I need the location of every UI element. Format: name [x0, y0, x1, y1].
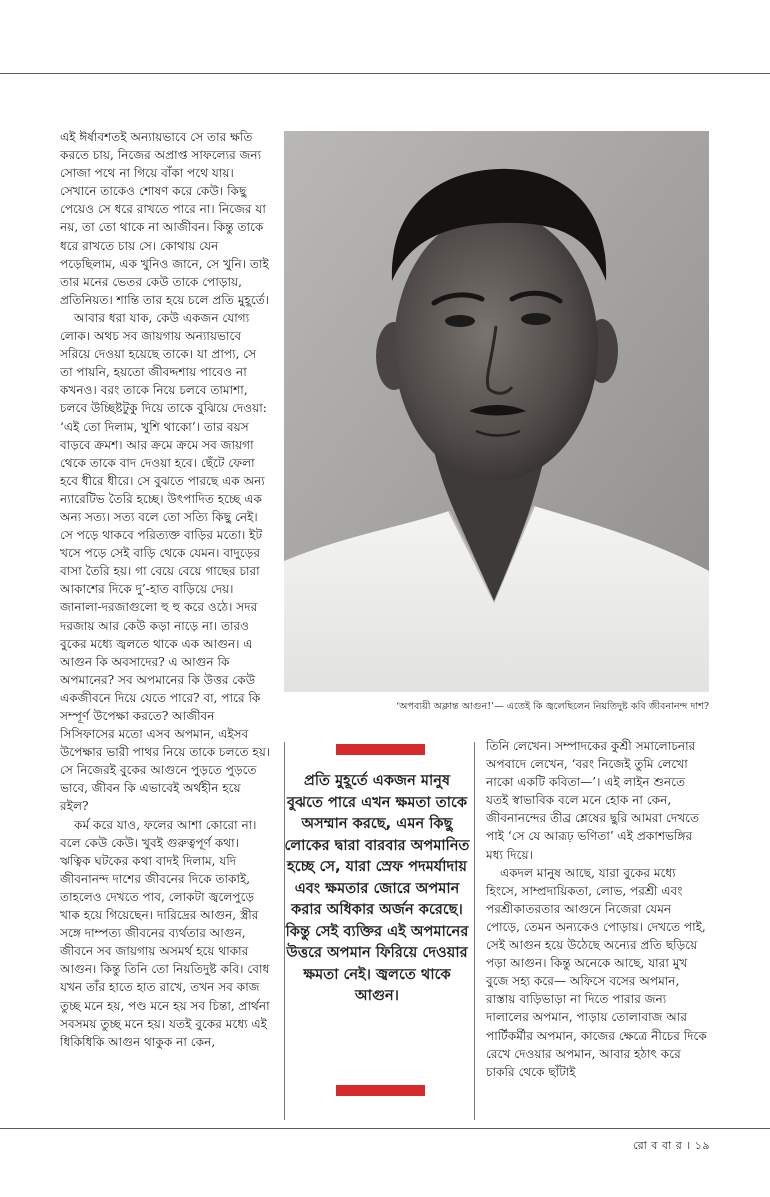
portrait-image [284, 131, 709, 692]
page-folio: রো ব বা র । ১৯ [633, 1139, 710, 1152]
footer-rule [0, 1128, 770, 1129]
article-paragraph: কর্ম করে যাও, ফলের আশা কোরো না। বলে কেউ কেউ। খুবই গুরুত্বপূর্ণ কথা। ঋত্বিক ঘটকের কথা বাদই দিলাম, যদি জীবনানন্দ দাশের জীবনের দিকে তাকাই, তাহলেও দেখতে পাব, লোকটা জ্বলেপুড়ে খাক হয়ে গিয়েছেন। দারিদ্রের আগুন, স্ত্রীর সঙ্গে দাম্পত্য জীবনের ব্যর্থতার আগুন, জীবনে সব জায়গায় অসমর্থ হয়ে থাকার আগুন। কিন্তু তিনি তো নিয়তিদুষ্ট কবি। বোধ যখন তাঁর হাতে হাত রাখে, তখন সব কাজ তুচ্ছ মনে হয়, পণ্ড মনে হয় সব চিন্তা, প্রার্থনা সবসময় তুচ্ছ মনে হয়। যতই বুকের মধ্যে এই ধিকিধিকি আগুন থাকুক না কেন, [60, 817, 270, 1049]
article-paragraph: আবার ধরা যাক, কেউ একজন যোগ্য লোক। অথচ সব জায়গায় অন্যায়ভাবে সরিয়ে দেওয়া হয়েছে তাকে। যা প্রাপ্য, সে তা পায়নি, হয়তো জীবদ্দশায় পাবেও না কখনও। বরং তাকে নিয়ে চলবে তামাশা, চলবে উচ্ছিষ্টটুকু দিয়ে তাকে বুঝিয়ে দেওয়া: ‘এই তো দিলাম, খুশি থাকো’। তার বয়স বাড়বে ক্রমশ। আর ক্রমে ক্রমে সব জায়গা থেকে তাকে বাদ দেওয়া হবে। ছেঁটে ফেলা হবে ধীরে ধীরে। সে বুঝতে পারছে এক অন্য ন্যারেটিভ তৈরি হচ্ছে। উৎপাদিত হচ্ছে এক অন্য সত্য। সত্য বলে তো সত্যি কিছু নেই। সে পড়ে থাকবে পরিত্যক্ত বাড়ির মতো। ইট খসে পড়ে সেই বাড়ি থেকে যেমন। বাদুড়ের বাসা তৈরি হয়। গা বেয়ে বেয়ে গাছের চারা আকাশের দিকে দু’-হাত বাড়িয়ে দেয়। জানালা-দরজাগুলো হু হু করে ওঠে। সদর দরজায় আর কেউ কড়া নাড়ে না। তারও বুকের মধ্যে জ্বলতে থাকে এক আগুন। এ আগুন কি অবসাদের? এ আগুন কি অপমানের? সব অপমানের কি উত্তর কেউ একজীবনে দিয়ে যেতে পারে? বা, পারে কি সম্পূর্ণ উপেক্ষা করতে? আজীবন সিসিফাসের মতো এসব অপমান, এইসব উপেক্ষার ভারী পাথর নিয়ে তাকে চলতে হয়। সে নিজেরই বুকের আগুনে পুড়তে পুড়তে ভাবে, জীবন কি এভাবেই অর্থহীন হয়ে রইল? [60, 310, 271, 814]
article-column-left [60, 128, 272, 1051]
article-column-right [486, 737, 708, 1081]
pull-quote [284, 742, 470, 1100]
photo-caption: ‘অপব্যয়ী অক্লান্ত আগুন!’— এতেই কি জ্বলেছিলেন নিয়তিদুষ্ট কবি জীবনানন্দ দাশ? [396, 701, 709, 712]
column-divider-right [474, 742, 475, 1120]
pull-quote-text: প্রতি মুহূর্তে একজন মানুষ বুঝতে পারে এখন ক্ষমতা তাকে অসম্মান করছে, এমন কিছু লোকের দ্বারা বারবার অপমানিত হচ্ছে সে, যারা স্রেফ পদমর্যাদায় এবং ক্ষমতার জোরে অপমান করার অধিকার অর্জন করেছে। কিন্তু সেই ব্যক্তির এই অপমানের উত্তরে অপমান ফিরিয়ে দেওয়ার ক্ষমতা নেই। জ্বলতে থাকে আগুন। [284, 772, 470, 1004]
article-paragraph: এই ঈর্ষাবশতই অন্যায়ভাবে সে তার ক্ষতি করতে চায়, নিজের অপ্রাপ্ত সাফল্যের জন্য সোজা পথে না গিয়ে বাঁকা পথে যায়। সেখানে তাকেও শোষণ করে কেউ। কিছু পেয়েও সে ধরে রাখতে পারে না। নিজের যা নয়, তা তো থাকে না আজীবন। কিন্তু তাকে ধরে রাখতে চায় সে। কোথায় যেন পড়েছিলাম, এক খুনিও জানে, সে খুনি। তাই তার মনের ভেতর কেউ তাকে পোড়ায়, প্রতিনিয়ত। শান্তি তার হয়ে চলে প্রতি মুহূর্তে। [60, 130, 270, 307]
pull-quote-bottom-bar [336, 1085, 425, 1096]
article-paragraph: একদল মানুষ আছে, যারা বুকের মধ্যে হিংসে, সাম্প্রদায়িকতা, লোভ, পরশ্রী এবং পরশ্রীকাতরতার আগুনে নিজেরা যেমন পোড়ে, তেমন অন্যকেও পোড়ায়। দেখতে পাই, সেই আগুন হয়ে উঠেছে অন্যের প্রতি ছড়িয়ে পড়া আগুন। কিন্তু অনেকে আছে, যারা মুখ বুজে সহ্য করে— অফিসে বসের অপমান, রাস্তায় বাড়িভাড়া না দিতে পারার জন্য দালালের অপমান, পাড়ায় তোলাবাজ আর পার্টিকর্মীর অপমান, কাজের ক্ষেত্রে নীচের দিকে রেখে দেওয়ার অপমান, আবার হঠাৎ করে চাকরি থেকে ছাঁটাই [486, 865, 707, 1079]
header-rule [0, 73, 770, 74]
portrait-photo [284, 131, 709, 692]
article-paragraph: তিনি লেখেন। সম্পাদকের কুশ্রী সমালোচনার অপবাদে লেখেন, ‘বরং নিজেই তুমি লেখো নাকো একটি কবিতা—’। এই লাইন শুনতে যতই স্বাভাবিক বলে মনে হোক না কেন, জীবনানন্দের তীব্র শ্লেষের ছুরি আমরা দেখতে পাই ‘সে যে আরূঢ় ভণিতা’ এই প্রকাশভঙ্গির মধ্য দিয়ে। [486, 739, 700, 862]
pull-quote-top-bar [336, 744, 425, 755]
